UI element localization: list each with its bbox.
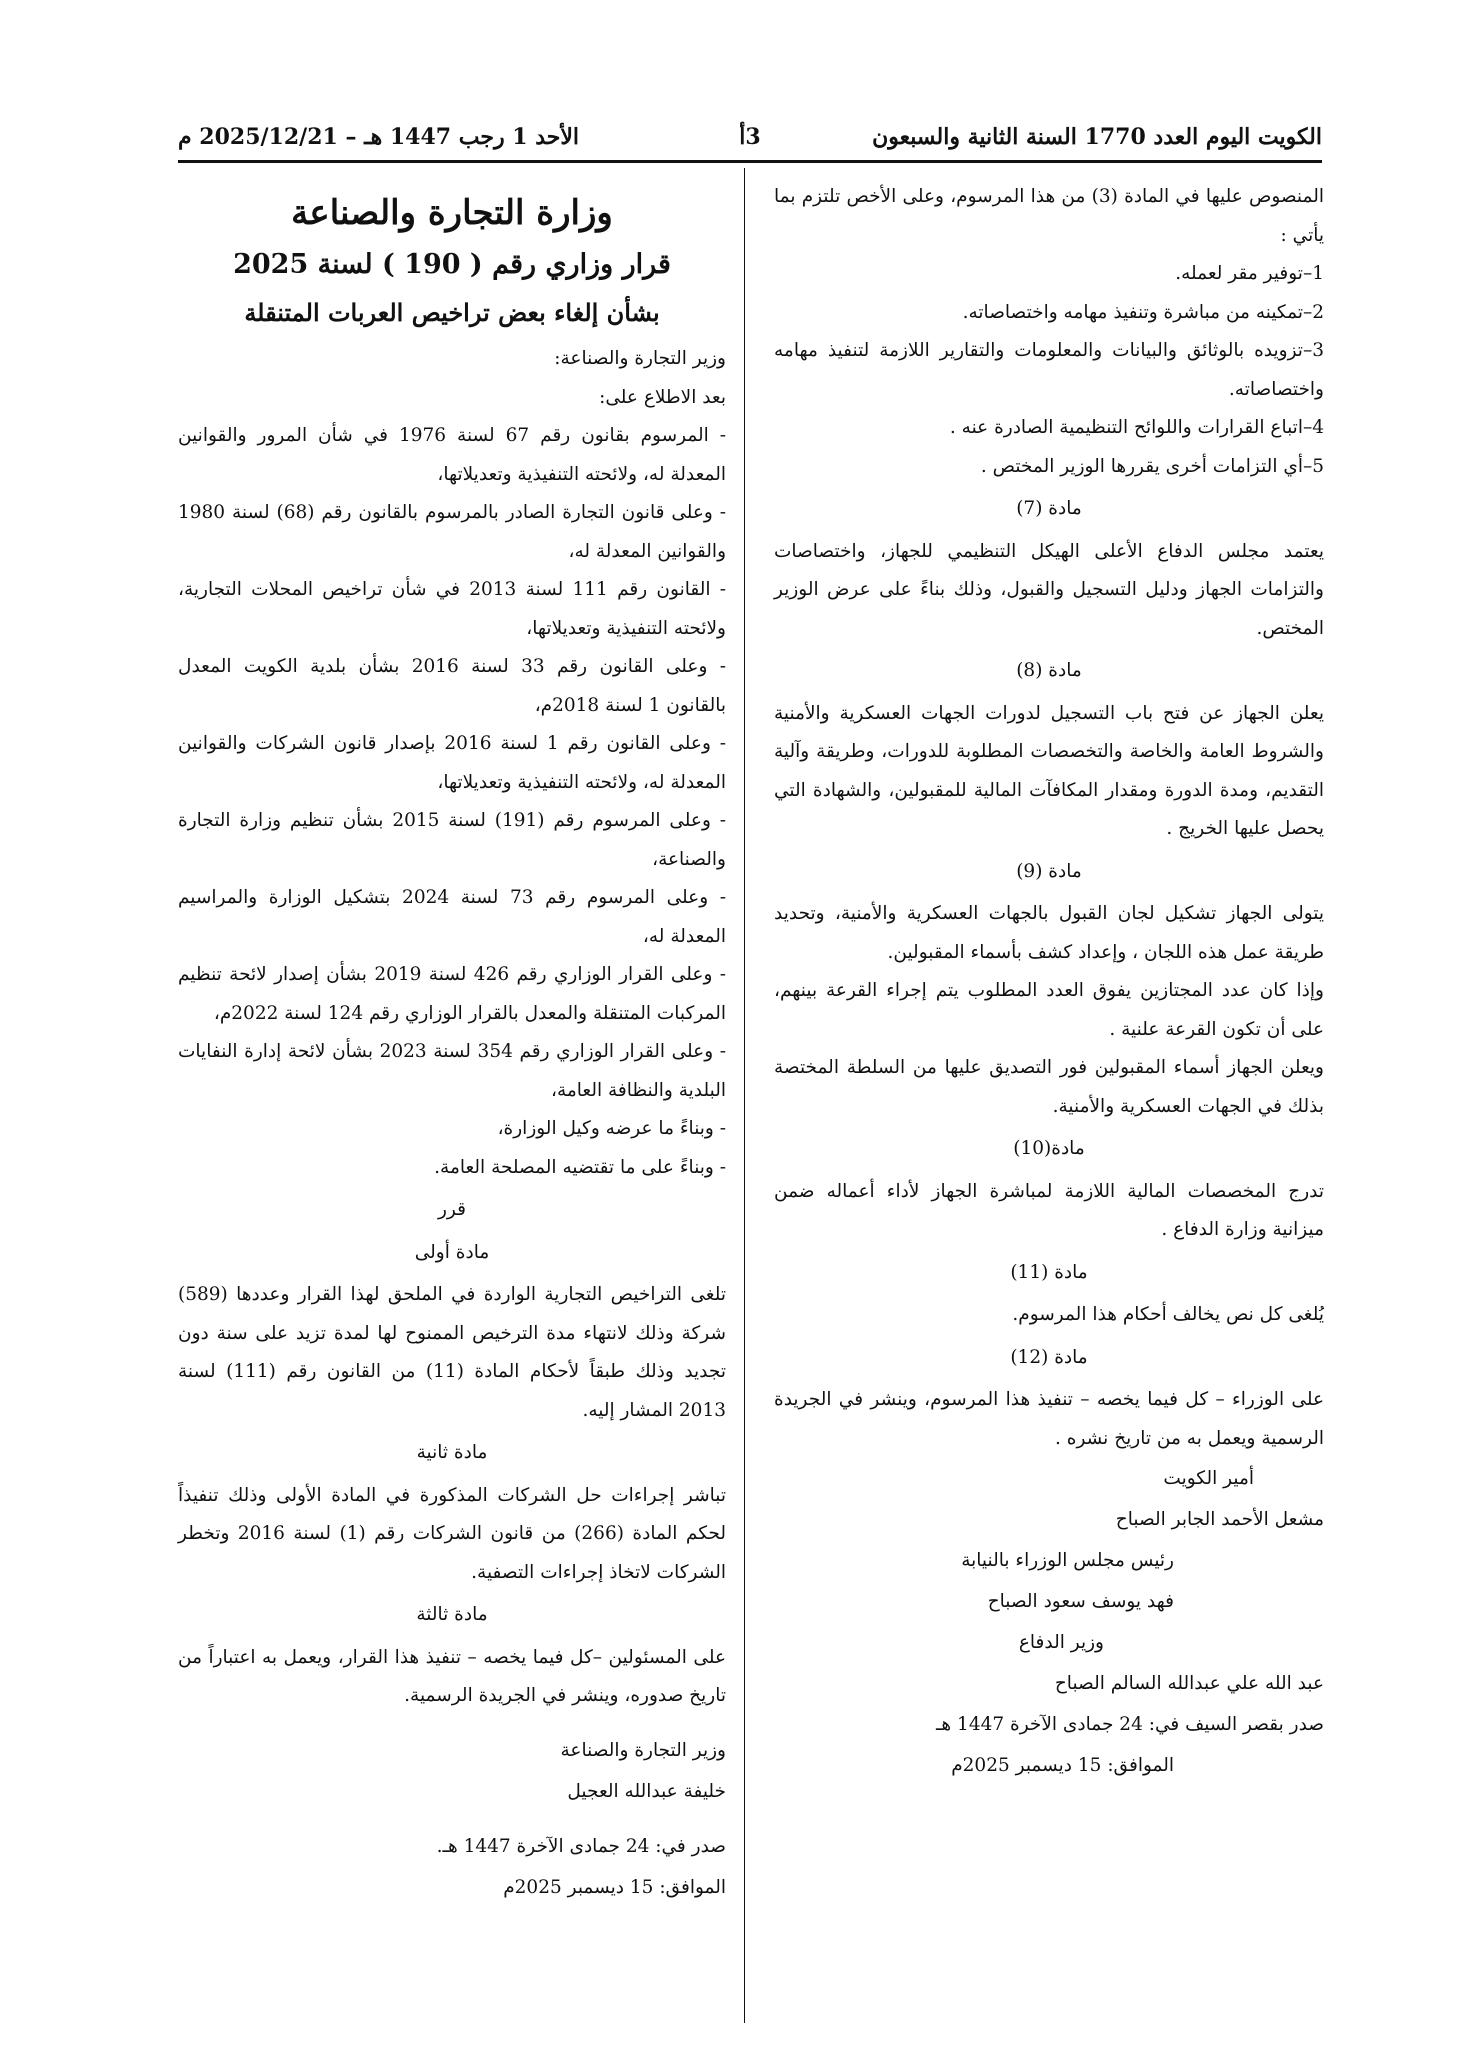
article-text: وإذا كان عدد المجتازين يفوق العدد المطلوب يتم إجراء القرعة بينهم، على أن تكون القرعة علنية .	[774, 980, 1324, 1040]
preamble-item: - وعلى القرار الوزاري رقم 426 لسنة 2019 بشأن إصدار لائحة تنظيم المركبات المتنقلة والمعدل بالقرار الوزاري رقم 124 لسنة 2022م،	[178, 964, 727, 1024]
article-text: يعلن الجهاز عن فتح باب التسجيل لدورات الجهات العسكرية والأمنية والشروط العامة والخاصة والتخصصات المطلوبة للدورات، وطريقة وآلية التقديم، ومدة الدورة ومقدار المكافآت المالية للمقبولين، والشهادة التي يحصل عليها الخريج .	[774, 702, 1324, 839]
article-title: مادة ثانية	[416, 1442, 488, 1463]
article-text: تلغى التراخيص التجارية الواردة في الملحق لهذا القرار وعددها (589) شركة وذلك لانتهاء مدة الترخيص الممنوح لها لمدة تزيد على سنة دون تجديد وذلك طبقاً لأحكام المادة (11) من القانون رقم (111) لسنة 2013 المشار إليه.	[178, 1284, 726, 1421]
signatory-title: رئيس مجلس الوزراء بالنيابة	[961, 1550, 1174, 1571]
signatory-name: مشعل الأحمد الجابر الصباح	[1115, 1509, 1324, 1530]
preamble-item: - المرسوم بقانون رقم 67 لسنة 1976 في شأن المرور والقوانين المعدلة له، ولائحته التنفيذية وتعديلاتها،	[178, 425, 727, 485]
preamble-item: - وبناءً على ما تقتضيه المصلحة العامة.	[434, 1156, 726, 1178]
preamble-item: - وعلى القانون رقم 1 لسنة 2016 بإصدار قانون الشركات والقوانين المعدلة له، ولائحته التنفيذية وتعديلاتها،	[178, 733, 726, 793]
left-column	[178, 178, 726, 1908]
preamble-item: - وعلى المرسوم رقم 73 لسنة 2024 بتشكيل الوزارة والمراسيم المعدلة له،	[178, 887, 727, 947]
decision-title: قرار وزاري رقم ( 190 ) لسنة 2025	[233, 249, 671, 280]
preamble-item: - وعلى قانون التجارة الصادر بالمرسوم بالقانون رقم (68) لسنة 1980 والقوانين المعدلة له،	[178, 502, 726, 562]
article-text: ويعلن الجهاز أسماء المقبولين فور التصديق عليها من السلطة المختصة بذلك في الجهات العسكرية والأمنية.	[774, 1057, 1324, 1117]
article-text: يعتمد مجلس الدفاع الأعلى الهيكل التنظيمي للجهاز، واختصاصات والتزامات الجهاز ودليل التسجيل والقبول، وذلك بناءً على عرض الوزير المختص.	[774, 540, 1324, 639]
article-text: تباشر إجراءات حل الشركات المذكورة في المادة الأولى وذلك تنفيذاً لحكم المادة (266) من قانون الشركات رقم (1) لسنة 2016 وتخطر الشركات لاتخاذ إجراءات التصفية.	[178, 1484, 726, 1583]
article-title: مادة (9)	[1016, 860, 1082, 882]
list-item: 3–تزويده بالوثائق والبيانات والمعلومات والتقارير اللازمة لتنفيذ مهامه واختصاصاته.	[774, 340, 1324, 400]
article-title: مادة(10)	[1013, 1138, 1085, 1159]
issue-date-hijri: صدر في: 24 جمادى الآخرة 1447 هـ.	[436, 1835, 726, 1857]
article-title: مادة أولى	[414, 1241, 490, 1263]
right-column	[774, 178, 1324, 1786]
signature-block	[774, 1458, 1324, 1786]
article-text: يتولى الجهاز تشكيل لجان القبول بالجهات العسكرية والأمنية، وتحديد طريقة عمل هذه اللجان ، وإعداد كشف بأسماء المقبولين.	[774, 903, 1324, 963]
decided-heading: قرر	[438, 1199, 466, 1220]
article-text: تدرج المخصصات المالية اللازمة لمباشرة الجهاز لأداء أعماله ضمن ميزانية وزارة الدفاع .	[774, 1180, 1324, 1240]
preamble-item: - وعلى القانون رقم 33 لسنة 2016 بشأن بلدية الكويت المعدل بالقانون 1 لسنة 2018م،	[178, 656, 726, 716]
signature-block	[178, 1730, 726, 1908]
paragraph: المنصوص عليها في المادة (3) من هذا المرسوم، وعلى الأخص تلتزم بما يأتي :	[774, 186, 1324, 246]
gregorian-date: الموافق: 15 ديسمبر 2025م	[503, 1876, 726, 1898]
article-title: مادة ثالثة	[416, 1604, 488, 1625]
preamble-item: - وعلى القرار الوزاري رقم 354 لسنة 2023 بشأن لائحة إدارة النفايات البلدية والنظافة العامة،	[178, 1041, 727, 1101]
issue-place-date: صدر بقصر السيف في: 24 جمادى الآخرة 1447 هـ	[935, 1714, 1324, 1735]
signatory-title: وزير التجارة والصناعة	[560, 1739, 726, 1761]
issue-date: الأحد 1 رجب 1447 هـ – 2025/12/21 م	[178, 124, 580, 150]
article-title: مادة (11)	[1010, 1261, 1088, 1283]
signatory-name: عبد الله علي عبدالله السالم الصباح	[1054, 1673, 1324, 1694]
signatory-title: أمير الكويت	[1163, 1468, 1254, 1489]
article-text: على المسئولين –كل فيما يخصه – تنفيذ هذا القرار، ويعمل به اعتباراً من تاريخ صدوره، وينشر في الجريدة الرسمية.	[178, 1646, 726, 1706]
header-rule	[178, 160, 1322, 163]
gregorian-date: الموافق: 15 ديسمبر 2025م	[951, 1755, 1174, 1776]
article-title: مادة (12)	[1010, 1346, 1088, 1368]
preamble-item: - وبناءً ما عرضه وكيل الوزارة،	[497, 1118, 726, 1139]
preamble-item: - القانون رقم 111 لسنة 2013 في شأن تراخيص المحلات التجارية، ولائحته التنفيذية وتعديلاتها،	[178, 579, 727, 639]
article-title: مادة (8)	[1016, 660, 1082, 681]
list-item: 2–تمكينه من مباشرة وتنفيذ مهامه واختصاصاته.	[962, 301, 1324, 323]
decision-subject: بشأن إلغاء بعض تراخيص العربات المتنقلة	[244, 298, 660, 327]
signatory-name: فهد يوسف سعود الصباح	[987, 1591, 1174, 1612]
signatory-title: وزير الدفاع	[1018, 1632, 1104, 1653]
article-text: يُلغى كل نص يخالف أحكام هذا المرسوم.	[1012, 1304, 1324, 1325]
list-item: 5–أي التزامات أخرى يقررها الوزير المختص .	[980, 455, 1324, 477]
column-divider	[744, 168, 745, 2023]
preamble-item: - وعلى المرسوم رقم (191) لسنة 2015 بشأن تنظيم وزارة التجارة والصناعة،	[178, 810, 726, 870]
list-item: 1–توفير مقر لعمله.	[1175, 263, 1324, 284]
page-header	[178, 118, 1322, 158]
after-review: بعد الاطلاع على:	[599, 386, 726, 408]
article-title: مادة (7)	[1016, 498, 1082, 519]
list-item: 4–اتباع القرارات واللوائح التنظيمية الصادرة عنه .	[949, 417, 1324, 438]
page-number: 3أ	[739, 124, 761, 150]
signatory-name: خليفة عبدالله العجيل	[567, 1780, 726, 1802]
minister-line: وزير التجارة والصناعة:	[554, 348, 726, 369]
ministry-title: وزارة التجارة والصناعة	[291, 193, 613, 233]
article-text: على الوزراء – كل فيما يخصه – تنفيذ هذا المرسوم، وينشر في الجريدة الرسمية ويعمل به من تاريخ نشره .	[774, 1389, 1324, 1449]
gazette-issue: الكويت اليوم العدد 1770 السنة الثانية والسبعون	[872, 124, 1322, 150]
